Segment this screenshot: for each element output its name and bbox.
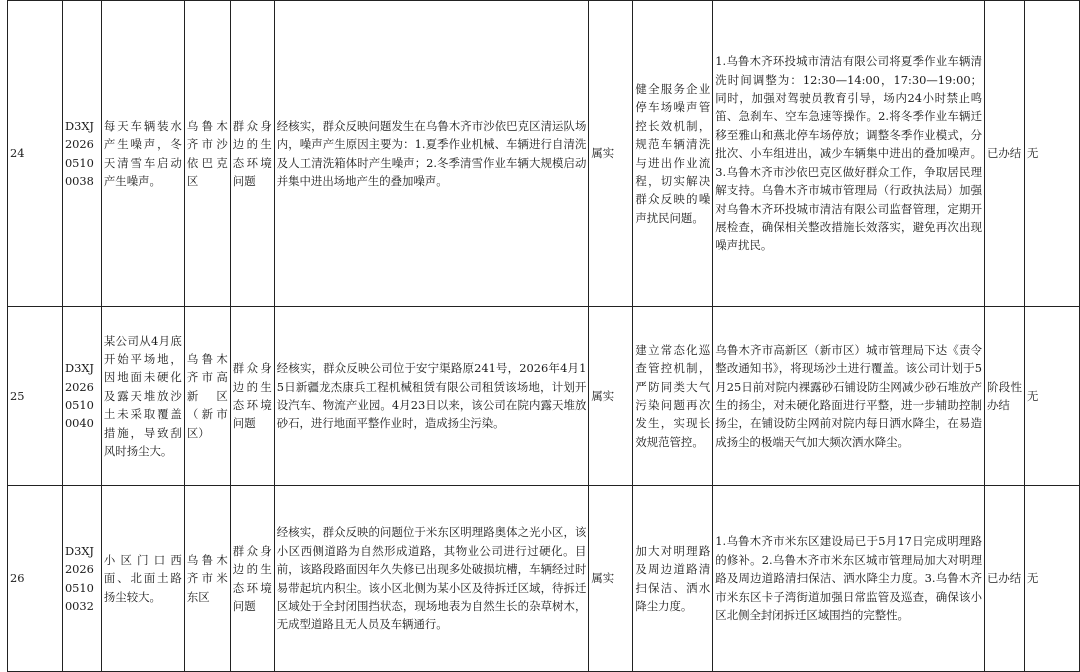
case-code: D3XJ20260510 0040 [62,307,101,486]
verification-result: 属实 [589,1,633,307]
region: 乌鲁木齐市沙依巴克区 [184,1,230,307]
rectification-measures: 乌鲁木齐市高新区（新市区）城市管理局下达《责令整改通知书》，将现场沙土进行覆盖。该公司计划于5月25日前对院内裸露砂石铺设防尘网减少砂石堆放产生的扬尘，对未硬化路面进行平整，进一步辅助控制扬尘，在铺设防尘网前对院内每日洒水降尘，在易造成扬尘的极端天气加大频次洒水降尘。 [713,307,985,486]
handling-status: 已办结 [985,1,1025,307]
complaint-content: 每天车辆装水产生噪声，冬天清雪车启动产生噪声。 [101,1,184,307]
table-row [8,1,1080,307]
accountability: 无 [1024,486,1079,672]
handling-status: 阶段性办结 [985,307,1025,486]
complaint-content: 小区门口西面、北面土路扬尘较大。 [101,486,184,672]
table-row [8,486,1080,672]
accountability: 无 [1024,1,1079,307]
problem-category: 群众身边的生态环境问题 [230,486,274,672]
accountability: 无 [1024,307,1079,486]
verification-findings: 经核实，群众反映的问题位于米东区明理路奥体之光小区，该小区西侧道路为自然形成道路，其物业公司进行过硬化。目前，该路段路面因年久失修已出现多处破损坑槽，车辆经过时易带起坑内积尘。该小区北侧为某小区及待拆迁区域，待拆迁区域处于全封闭围挡状态，现场地表为自然生长的杂草树木，无成型道路且无人员及车辆通行。 [274,486,589,672]
complaint-table [7,0,1080,672]
verification-findings: 经核实，群众反映问题发生在乌鲁木齐市沙依巴克区清运队场内，噪声产生原因主要为：1.夏季作业机械、车辆进行自清洗及人工清洗箱体时产生噪声；2.冬季清雪作业车辆大规模启动并集中进出场地产生的叠加噪声。 [274,1,589,307]
long-term-mechanism: 建立常态化巡查管控机制，严防同类大气污染问题再次发生，实现长效规范管控。 [633,307,713,486]
verification-findings: 经核实，群众反映公司位于安宁渠路原241号，2026年4月15日新疆龙杰康兵工程机械租赁有限公司租赁该场地，计划开设汽车、物流产业园。4月23日以来，该公司在院内露天堆放砂石，进行地面平整作业时，造成扬尘污染。 [274,307,589,486]
region: 乌鲁木齐市高新区（新市区） [184,307,230,486]
region: 乌鲁木齐市米东区 [184,486,230,672]
row-number: 25 [8,307,63,486]
verification-result: 属实 [589,307,633,486]
rectification-measures: 1.乌鲁木齐环投城市清洁有限公司将夏季作业车辆清洗时间调整为：12:30—14:00，17:30—19:00；同时，加强对驾驶员教育引导，场内24小时禁止鸣笛、急刹车、空车急速等操作。2.将冬季作业车辆迁移至雅山和燕北停车场停放；调整冬季作业模式，分批次、小车组进出，减少车辆集中进出的叠加噪声。3.乌鲁木齐市沙依巴克区做好群众工作，争取居民理解支持。乌鲁木齐市城市管理局（行政执法局）加强对乌鲁木齐环投城市清洁有限公司监督管理，定期开展检查，确保相关整改措施长效落实，避免再次出现噪声扰民。 [713,1,985,307]
row-number: 26 [8,486,63,672]
long-term-mechanism: 加大对明理路及周边道路清扫保洁、洒水降尘力度。 [633,486,713,672]
handling-status: 已办结 [985,486,1025,672]
problem-category: 群众身边的生态环境问题 [230,307,274,486]
long-term-mechanism: 健全服务企业停车场噪声管控长效机制，规范车辆清洗与进出作业流程，切实解决群众反映的噪声扰民问题。 [633,1,713,307]
verification-result: 属实 [589,486,633,672]
problem-category: 群众身边的生态环境问题 [230,1,274,307]
row-number: 24 [8,1,63,307]
case-code: D3XJ20260510 0032 [62,486,101,672]
table-row [8,307,1080,486]
case-code: D3XJ20260510 0038 [62,1,101,307]
complaint-content: 某公司从4月底开始平场地，因地面未硬化及露天堆放沙土未采取覆盖措施，导致刮风时扬尘大。 [101,307,184,486]
rectification-measures: 1.乌鲁木齐市米东区建设局已于5月17日完成明理路的修补。2.乌鲁木齐市米东区城市管理局加大对明理路及周边道路清扫保洁、洒水降尘力度。3.乌鲁木齐市米东区卡子湾街道加强日常监管及巡查，确保该小区北侧全封闭拆迁区域围挡的完整性。 [713,486,985,672]
